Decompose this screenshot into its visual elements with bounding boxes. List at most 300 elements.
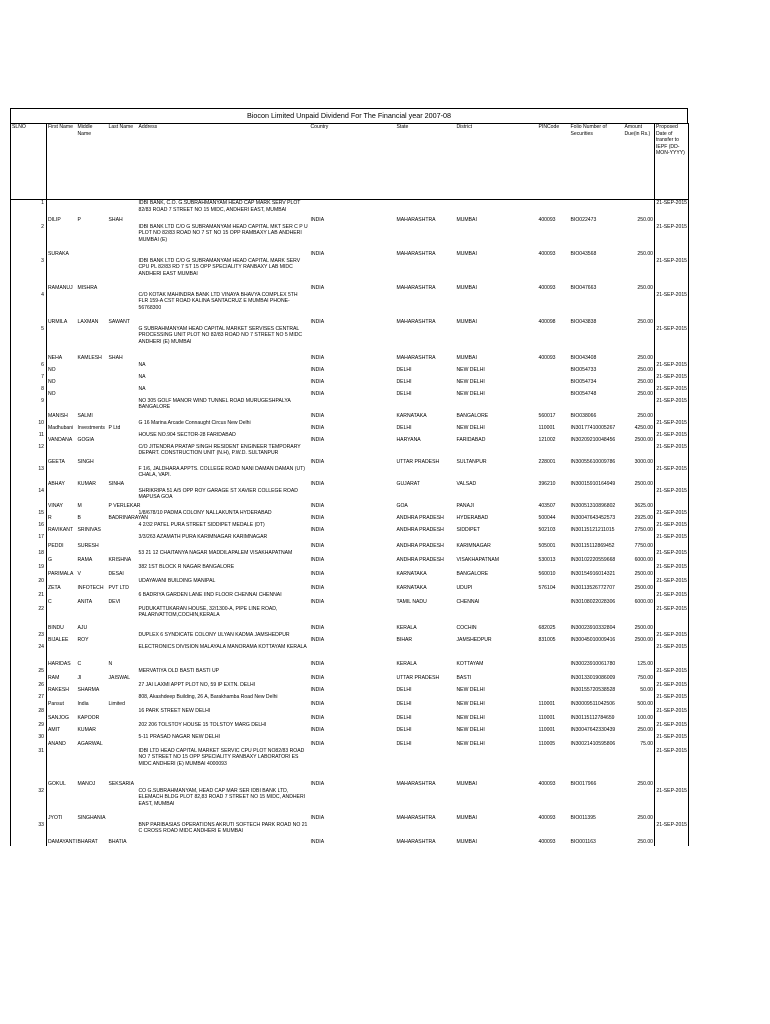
row-district: NEW DELHI: [456, 378, 485, 385]
row-district: MUMBAI: [456, 216, 477, 223]
row-amount: 100.00: [637, 714, 653, 721]
row-first-name: JYOTI: [48, 814, 63, 821]
row-first-name: ABHAY: [48, 480, 65, 487]
row-first-name: SANJOG: [48, 714, 69, 721]
row-last-name: DEVI: [108, 598, 121, 605]
row-amount: 250.00: [637, 378, 653, 385]
row-amount: 2500.00: [634, 480, 653, 487]
row-proposed-date: 21-SEP-2015: [655, 708, 689, 722]
row-middle-name: MANOJ: [77, 780, 96, 787]
row-last-name: [108, 522, 138, 534]
row-last-name: [108, 722, 138, 734]
row-state: DELHI: [396, 726, 412, 733]
row-slno: 31: [11, 748, 47, 788]
row-slno: 10: [11, 420, 47, 432]
row-last-name: SINHA: [108, 480, 125, 487]
row-middle-name: GOGIA: [77, 436, 95, 443]
row-folio: IN30113526772707: [570, 584, 615, 591]
row-country: INDIA: [310, 424, 325, 431]
row-folio: BIO001163: [570, 838, 596, 845]
row-address: PUDUKATTUKARAN HOUSE, 32/1300-A, PIPE LINE ROAD, PALARIVATTOM,COCHIN,KERALA: [138, 605, 278, 619]
row-address: CO G.SUBRAHMANYAM, HEAD CAP MAR SER IDBI BANK LTD, ELEMACH BLDG PLOT 82,83 ROAD 7 STREET NO 15 MIDC, ANDHERI EAST, MUMBAI: [138, 787, 306, 807]
header-amount: Amount Due(in Rs.): [624, 124, 655, 200]
row-state: KARNATAKA: [396, 584, 427, 591]
row-middle-name: BHARAT: [77, 838, 98, 845]
row-last-name: JAISWAL: [108, 674, 131, 681]
row-country: INDIA: [310, 378, 325, 385]
row-folio: BIO043838: [570, 318, 597, 325]
row-district: FARIDABAD: [456, 436, 486, 443]
row-pincode: 400093: [538, 814, 556, 821]
row-folio: IN30047643452573: [570, 514, 616, 521]
row-first-name: DILIP: [48, 216, 61, 223]
row-pincode: 682025: [538, 624, 556, 631]
header-slno: SLNO: [11, 124, 47, 200]
row-slno: 1: [11, 200, 47, 224]
row-amount: 250.00: [637, 726, 653, 733]
dividend-sheet: [10, 108, 688, 846]
row-state: DELHI: [396, 390, 412, 397]
table-body: [11, 200, 689, 846]
row-district: BANGALORE: [456, 570, 489, 577]
row-address: 1/8/678/10 PADMA COLONY NALLAKUNTA HYDERABAD: [138, 509, 272, 516]
row-middle-name: P: [77, 216, 81, 223]
row-last-name: KRISHNA: [108, 556, 132, 563]
row-address: NA: [138, 385, 146, 392]
header-last-name: Last Name: [108, 124, 138, 200]
row-address: G 16 Marina Arcade Connaught Circus New Delhi: [138, 419, 251, 426]
row-first-name: SURAKA: [48, 250, 69, 257]
header-district: District: [456, 124, 538, 200]
row-folio: IN30154916014321: [570, 570, 616, 577]
row-state: DELHI: [396, 714, 412, 721]
row-proposed-date: 21-SEP-2015: [655, 606, 689, 632]
row-pincode: 831005: [538, 636, 556, 643]
row-district: VISAKHAPATNAM: [456, 556, 500, 563]
row-last-name: [108, 398, 138, 420]
row-state: MAHARASHTRA: [396, 216, 436, 223]
row-pincode: 576104: [538, 584, 556, 591]
row-district: HYDERABAD: [456, 514, 489, 521]
row-folio: IN30047642330439: [570, 726, 616, 733]
row-slno: 5: [11, 326, 47, 362]
row-amount: 500.00: [637, 700, 653, 707]
table-row: [11, 522, 689, 534]
row-state: UTTAR PRADESH: [396, 458, 440, 465]
row-last-name: P VERLEKAR: [108, 502, 141, 509]
header-state: State: [396, 124, 456, 200]
row-middle-name: [77, 224, 108, 258]
row-pincode: 500044: [538, 514, 556, 521]
row-first-name: RAKESH: [48, 686, 69, 693]
row-first-name: NEHA: [48, 354, 63, 361]
table-row: [11, 374, 689, 386]
table-row: [11, 420, 689, 432]
row-middle-name: KUMAR: [77, 726, 96, 733]
row-slno: 29: [11, 722, 47, 734]
row-middle-name: SHARMA: [77, 686, 100, 693]
table-row: [11, 748, 689, 788]
row-state: KARNATAKA: [396, 570, 427, 577]
row-address: IDBI BANK LTD C/O G SUBRAMANYAM HEAD CAPITAL MARK SERV CPU PL 82/83 RD 7 ST 15 OPP SPECIALITY RANBAXY LAB MIDC ANDHERI EAST MUMBAI: [138, 257, 301, 277]
row-middle-name: SURESH: [77, 542, 99, 549]
row-pincode: 505001: [538, 542, 556, 549]
row-pincode: 110005: [538, 740, 556, 747]
row-slno: 11: [11, 432, 47, 444]
row-amount: 6000.00: [634, 556, 653, 563]
row-slno: 2: [11, 224, 47, 258]
row-folio: IN30009511042506: [570, 700, 615, 707]
row-folio: IN30209210048456: [570, 436, 616, 443]
row-proposed-date: 21-SEP-2015: [655, 722, 689, 734]
row-address: IDBI LTD HEAD CAPITAL MARKET SERVIC CPU PLOT NO82/83 ROAD NO 7 STREET NO 15 OPP SPECIALITY RANBAXY LABORATORI ES MIDC ANDHERI (E) MUMBAI 4000093: [138, 747, 305, 767]
row-district: NEW DELHI: [456, 740, 485, 747]
row-folio: IN30108022028306: [570, 598, 616, 605]
row-country: INDIA: [310, 570, 325, 577]
row-folio: IN30133019086009: [570, 674, 616, 681]
row-slno: 25: [11, 668, 47, 682]
table-row: [11, 432, 689, 444]
row-last-name: [108, 682, 138, 694]
row-state: GUJARAT: [396, 480, 420, 487]
row-amount: 250.00: [637, 838, 653, 845]
row-pincode: 560010: [538, 570, 556, 577]
row-country: INDIA: [310, 726, 325, 733]
row-state: DELHI: [396, 378, 412, 385]
table-row: [11, 578, 689, 592]
row-first-name: PARIMALA: [48, 570, 74, 577]
row-district: UDUPI: [456, 584, 473, 591]
row-first-name: VANDANA: [48, 436, 73, 443]
row-district: NEW DELHI: [456, 366, 485, 373]
table-row: [11, 564, 689, 578]
row-country: INDIA: [310, 740, 325, 747]
row-slno: 28: [11, 708, 47, 722]
row-proposed-date: 21-SEP-2015: [655, 488, 689, 510]
row-address: C/O KOTAK MAHINDRA BANK LTD VINAYA BHAVYA COMPLEX 5TH FLR 159-A CST ROAD KALINA SANTACRUZ E MUMBAI PHONE- 56768300: [138, 291, 298, 311]
row-district: PANAJI: [456, 502, 474, 509]
row-middle-name: INFOTECH: [77, 584, 104, 591]
table-row: [11, 592, 689, 606]
row-last-name: P Ltd: [108, 424, 121, 431]
row-middle-name: KAMLESH: [77, 354, 102, 361]
row-country: INDIA: [310, 838, 325, 845]
dividend-table: [10, 123, 689, 846]
row-district: KOTTAYAM: [456, 660, 484, 667]
row-pincode: 403507: [538, 502, 556, 509]
row-pincode: [538, 668, 570, 682]
row-amount: 250.00: [637, 216, 653, 223]
row-folio: IN30055610009786: [570, 458, 616, 465]
row-last-name: PVT LTD: [108, 584, 129, 591]
row-middle-name: SINGHANIA: [77, 814, 106, 821]
row-middle-name: [77, 386, 108, 398]
row-slno: 24: [11, 644, 47, 668]
row-slno: 32: [11, 788, 47, 822]
row-amount: 250.00: [637, 412, 653, 419]
row-district: MUMBAI: [456, 814, 477, 821]
row-address: IDBI BANK, C.O. G.SUBRAHMANYAM HEAD CAP MARK SERV PLOT 82/83 ROAD 7 STREET NO 15 MIDC, ANDHERI EAST, MUMBAI: [138, 200, 301, 213]
row-state: MAHARASHTRA: [396, 838, 436, 845]
row-slno: 26: [11, 682, 47, 694]
row-district: JAMSHEDPUR: [456, 636, 492, 643]
table-row: [11, 788, 689, 822]
row-address: 53 21 12 CHAITANYA NAGAR MADDILAPALEM VISAKHAPATNAM: [138, 549, 293, 556]
row-folio: BIO054734: [570, 378, 597, 385]
row-proposed-date: 21-SEP-2015: [655, 362, 689, 374]
table-row: [11, 466, 689, 488]
row-country: INDIA: [310, 674, 325, 681]
row-slno: 23: [11, 632, 47, 644]
row-pincode: [538, 386, 570, 398]
row-address: 5-11 PRASAD NAGAR NEW DELHI: [138, 733, 220, 740]
row-slno: 18: [11, 550, 47, 564]
table-row: [11, 386, 689, 398]
row-district: MUMBAI: [456, 354, 477, 361]
row-district: VALSAD: [456, 480, 477, 487]
row-state: MAHARASHTRA: [396, 318, 436, 325]
row-state: MAHARASHTRA: [396, 250, 436, 257]
row-pincode: 400098: [538, 318, 556, 325]
row-address: C/O JITENDRA PRATAP SINGH RESIDENT ENGINEER TEMPORARY DEPART. CONSTRUCTION UNIT (N.H), P.W.D. SULTANPUR: [138, 443, 301, 457]
row-last-name: [108, 386, 138, 398]
row-slno: 7: [11, 374, 47, 386]
row-pincode: 396210: [538, 480, 556, 487]
row-state: ANDHRA PRADESH: [396, 514, 444, 521]
table-row: [11, 734, 689, 748]
row-amount: 250.00: [637, 284, 653, 291]
row-folio: IN30023910332804: [570, 624, 616, 631]
row-address: 4 2/32 PATEL PURA STREET SIDDIPET MEDALE (DT): [138, 521, 265, 528]
row-address: HOUSE NO.904 SECTOR-28 FARIDABAD: [138, 431, 236, 438]
row-pincode: 400093: [538, 838, 556, 845]
row-amount: 6000.00: [634, 598, 653, 605]
row-proposed-date: 21-SEP-2015: [655, 326, 689, 362]
table-row: [11, 644, 689, 668]
row-last-name: SHAH: [108, 354, 123, 361]
row-district: MUMBAI: [456, 780, 477, 787]
row-state: DELHI: [396, 740, 412, 747]
sheet-title: Biocon Limited Unpaid Dividend For The Financial year 2007-08: [10, 108, 688, 123]
row-middle-name: KUMAR: [77, 480, 96, 487]
row-last-name: [108, 708, 138, 722]
row-slno: 33: [11, 822, 47, 846]
row-amount: 750.00: [637, 674, 653, 681]
row-pincode: 502103: [538, 526, 556, 533]
row-proposed-date: 21-SEP-2015: [655, 420, 689, 432]
row-district: BANGALORE: [456, 412, 489, 419]
row-state: UTTAR PRADESH: [396, 674, 440, 681]
row-proposed-date: 21-SEP-2015: [655, 788, 689, 822]
header-pincode: PINCode: [538, 124, 570, 200]
row-last-name: [108, 432, 138, 444]
row-pincode: 110001: [538, 700, 556, 707]
row-first-name: NO: [48, 366, 56, 373]
row-address: 16 PARK STREET NEW DELHI: [138, 707, 211, 714]
row-country: INDIA: [310, 354, 325, 361]
row-pincode: 400093: [538, 284, 556, 291]
row-district: CHENNAI: [456, 598, 480, 605]
row-first-name: Madhubani: [48, 424, 74, 431]
row-amount: 3625.00: [634, 502, 653, 509]
row-country: INDIA: [310, 390, 325, 397]
row-slno: 17: [11, 534, 47, 550]
row-state: MAHARASHTRA: [396, 780, 436, 787]
table-row: [11, 510, 689, 522]
row-slno: 3: [11, 258, 47, 292]
row-country: INDIA: [310, 584, 325, 591]
row-middle-name: RAMA: [77, 556, 93, 563]
row-last-name: [108, 788, 138, 822]
row-proposed-date: 21-SEP-2015: [655, 822, 689, 846]
row-last-name: DESAI: [108, 570, 124, 577]
row-middle-name: V: [77, 570, 81, 577]
row-amount: 2500.00: [634, 624, 653, 631]
row-state: ANDHRA PRADESH: [396, 542, 444, 549]
row-country: INDIA: [310, 542, 325, 549]
row-slno: 13: [11, 466, 47, 488]
header-proposed-date: Proposed Date of transfer to IEPF (DD-MON-YYYY): [655, 124, 689, 200]
row-folio: IN30051310896802: [570, 502, 616, 509]
row-last-name: N: [108, 660, 113, 667]
table-row: [11, 292, 689, 326]
row-slno: 16: [11, 522, 47, 534]
row-middle-name: ANITA: [77, 598, 93, 605]
row-country: INDIA: [310, 480, 325, 487]
row-middle-name: ROY: [77, 636, 89, 643]
header-first-name: First Name: [47, 124, 77, 200]
row-pincode: [538, 592, 570, 606]
row-first-name: BINDU: [48, 624, 64, 631]
row-middle-name: SALMI: [77, 412, 93, 419]
row-address: 382 1ST BLOCK R NAGAR BANGALORE: [138, 563, 235, 570]
row-proposed-date: 21-SEP-2015: [655, 386, 689, 398]
row-first-name: VINAY: [48, 502, 63, 509]
row-first-name: AMIT: [48, 726, 61, 733]
row-middle-name: C: [77, 660, 82, 667]
row-first-name: ANAND: [48, 740, 66, 747]
row-district: COCHIN: [456, 624, 477, 631]
row-district: NEW DELHI: [456, 390, 485, 397]
row-proposed-date: 21-SEP-2015: [655, 734, 689, 748]
table-row: [11, 224, 689, 258]
header-country: Country: [310, 124, 396, 200]
row-slno: 4: [11, 292, 47, 326]
row-middle-name: B: [77, 514, 81, 521]
row-state: MAHARASHTRA: [396, 814, 436, 821]
row-folio: IN30115112869452: [570, 542, 615, 549]
row-amount: 250.00: [637, 250, 653, 257]
row-district: KARIMNAGAR: [456, 542, 491, 549]
row-address: 3/3/263 AZAMATH PURA KARIMNAGAR KARIMNAGAR: [138, 533, 268, 540]
row-district: NEW DELHI: [456, 686, 485, 693]
row-amount: 75.00: [640, 740, 653, 747]
row-address: SHRIKRIPA 51 A/5 OPP ROY GARAGE ST XAVIER COLLEGE ROAD MAPUSA GOA: [138, 487, 298, 501]
row-amount: 250.00: [637, 366, 653, 373]
row-first-name: C: [48, 598, 52, 605]
row-amount: 2500.00: [634, 570, 653, 577]
row-slno: 19: [11, 564, 47, 578]
row-state: KERALA: [396, 660, 417, 667]
row-last-name: [108, 534, 138, 550]
row-country: INDIA: [310, 216, 325, 223]
row-first-name: ZETA: [48, 584, 61, 591]
row-address: 6 BADRIYA GARDEN LANE IIND FLOOR CHENNAI CHENNAI: [138, 591, 282, 598]
row-country: INDIA: [310, 714, 325, 721]
header-row: [11, 124, 689, 200]
row-amount: 2925.00: [634, 514, 653, 521]
row-pincode: [538, 362, 570, 374]
row-proposed-date: 21-SEP-2015: [655, 550, 689, 564]
row-amount: 3000.00: [634, 458, 653, 465]
row-folio: BIO017966: [570, 780, 597, 787]
row-pincode: 560017: [538, 412, 556, 419]
table-row: [11, 398, 689, 420]
row-last-name: [108, 362, 138, 374]
row-first-name: GEETA: [48, 458, 65, 465]
row-folio: IN30023910061780: [570, 660, 616, 667]
row-pincode: 400093: [538, 216, 556, 223]
row-proposed-date: 21-SEP-2015: [655, 224, 689, 258]
row-amount: 250.00: [637, 390, 653, 397]
row-district: MUMBAI: [456, 284, 477, 291]
row-middle-name: LAXMAN: [77, 318, 99, 325]
row-country: INDIA: [310, 284, 325, 291]
row-address: NA: [138, 373, 146, 380]
row-slno: 15: [11, 510, 47, 522]
row-folio: IN30045010009416: [570, 636, 616, 643]
row-first-name: HARIDAS: [48, 660, 71, 667]
header-folio: Folio Number of Securities: [570, 124, 624, 200]
table-row: [11, 606, 689, 632]
row-amount: 250.00: [637, 814, 653, 821]
row-slno: 14: [11, 488, 47, 510]
row-country: INDIA: [310, 412, 325, 419]
row-middle-name: Investments: [77, 424, 105, 431]
row-state: TAMIL NADU: [396, 598, 427, 605]
row-country: INDIA: [310, 556, 325, 563]
row-middle-name: [77, 362, 108, 374]
row-proposed-date: 21-SEP-2015: [655, 292, 689, 326]
table-row: [11, 534, 689, 550]
row-middle-name: MISHRA: [77, 284, 98, 291]
table-row: [11, 258, 689, 292]
row-amount: 125.00: [637, 660, 653, 667]
row-state: MAHARASHTRA: [396, 284, 436, 291]
row-country: INDIA: [310, 686, 325, 693]
row-last-name: Limited: [108, 700, 125, 707]
row-amount: 7750.00: [634, 542, 653, 549]
row-pincode: 228001: [538, 458, 556, 465]
row-proposed-date: 21-SEP-2015: [655, 694, 689, 708]
row-proposed-date: 21-SEP-2015: [655, 644, 689, 668]
row-proposed-date: 21-SEP-2015: [655, 374, 689, 386]
row-address: 27 JAI LAXMI APPT PLOT NO, 59 IP EXTN. DELHI: [138, 681, 256, 688]
row-first-name: RAMANUJ: [48, 284, 73, 291]
table-row: [11, 362, 689, 374]
row-folio: BIO043408: [570, 354, 597, 361]
row-country: INDIA: [310, 660, 325, 667]
row-district: NEW DELHI: [456, 700, 485, 707]
row-first-name: URMILA: [48, 318, 68, 325]
row-proposed-date: 21-SEP-2015: [655, 510, 689, 522]
row-amount: 2500.00: [634, 436, 653, 443]
row-folio: BIO054733: [570, 366, 597, 373]
row-proposed-date: 21-SEP-2015: [655, 432, 689, 444]
row-state: DELHI: [396, 366, 412, 373]
row-address: ELECTRONICS DIVISION MALAYALA MANORAMA KOTTAYAM KERALA: [138, 643, 307, 650]
row-first-name: Pansut: [48, 700, 64, 707]
